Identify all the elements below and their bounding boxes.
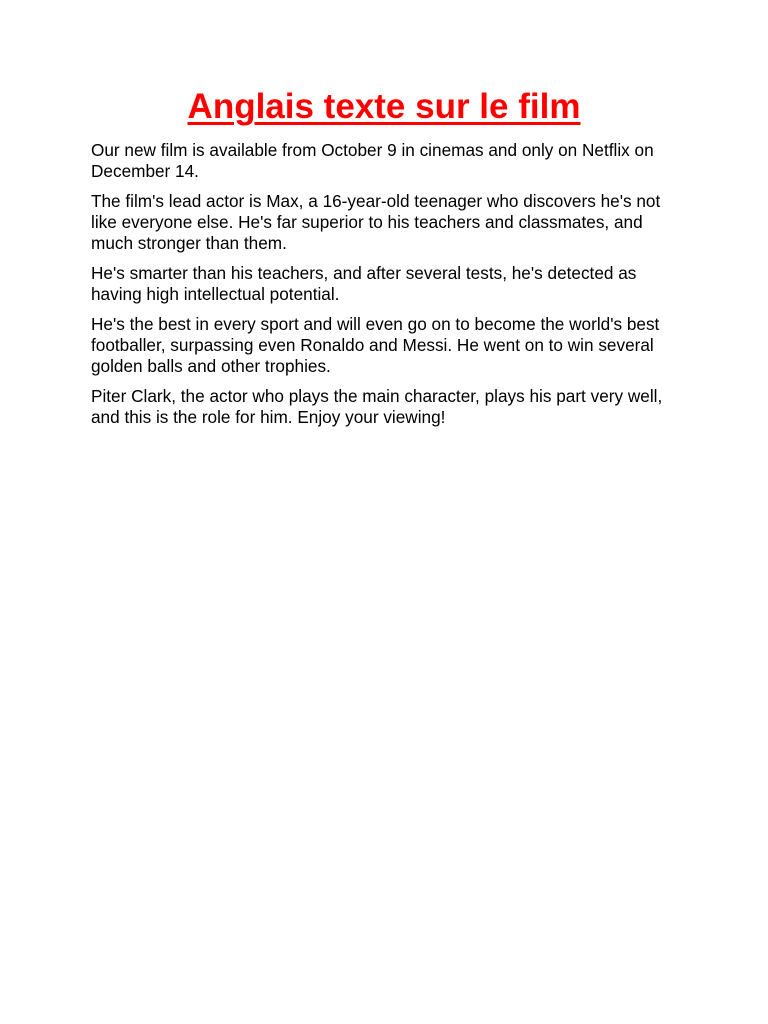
- paragraph-lead-actor: The film's lead actor is Max, a 16-year-old teenager who discovers he's not like everyone else. He's far superior to his teachers and classmates, and much stronger than them.: [91, 191, 661, 253]
- paragraph-intelligence: He's smarter than his teachers, and after several tests, he's detected as having high intellectual potential.: [91, 263, 637, 304]
- document-title: Anglais texte sur le film: [187, 87, 581, 126]
- paragraph-actor-review: Piter Clark, the actor who plays the main character, plays his part very well, and this is the role for him. Enjoy your viewing!: [91, 386, 663, 427]
- paragraph-release-dates: Our new film is available from October 9 in cinemas and only on Netflix on December 14.: [91, 140, 654, 181]
- paragraph-sports: He's the best in every sport and will even go on to become the world's best footballer, surpassing even Ronaldo and Messi. He went on to win several golden balls and other trophies.: [91, 314, 660, 376]
- document-body: [91, 140, 681, 437]
